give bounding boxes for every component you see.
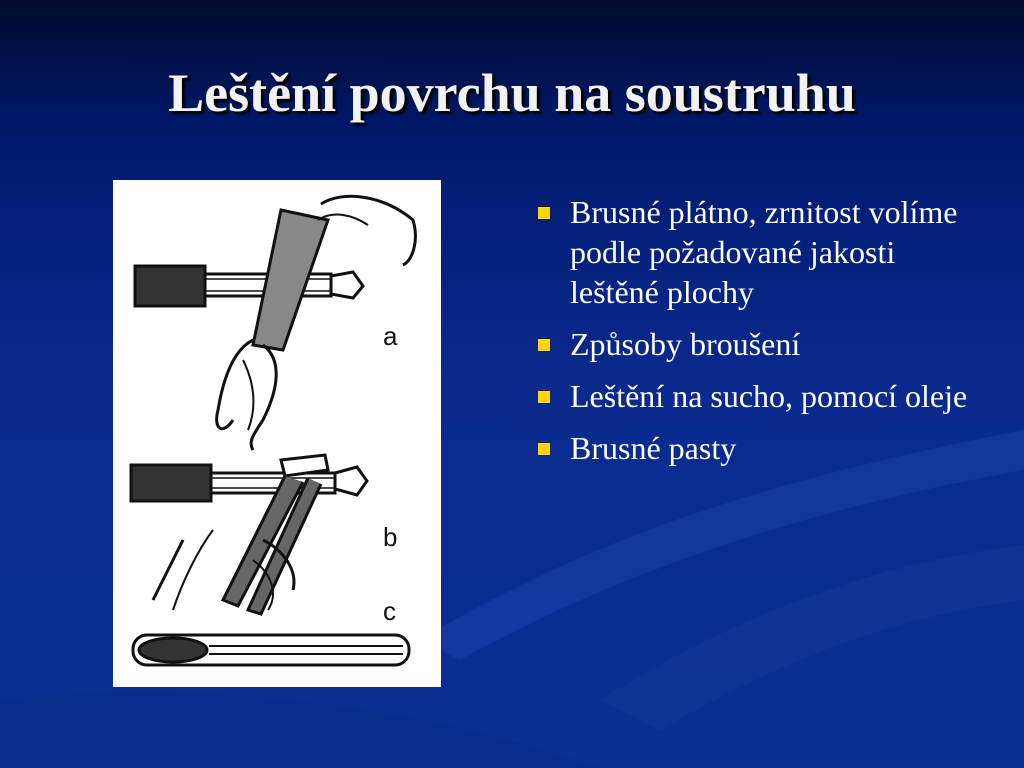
square-bullet-icon	[538, 207, 550, 219]
illustration-drawing	[113, 180, 441, 687]
square-bullet-icon	[538, 391, 550, 403]
bullet-item	[532, 376, 992, 416]
bullet-text: Leštění na sucho, pomocí oleje	[570, 378, 968, 414]
figure-label-b: b	[383, 522, 398, 552]
bullet-text: Brusné pasty	[570, 430, 737, 466]
bullet-text: Brusné plátno, zrnitost volíme podle požadované jakosti leštěné plochy	[570, 194, 958, 310]
panel-c-drawing	[133, 635, 409, 665]
slide-title: Leštění povrchu na soustruhu	[168, 63, 856, 123]
panel-b-drawing	[131, 455, 367, 614]
panel-a-drawing	[135, 196, 415, 450]
square-bullet-icon	[538, 443, 550, 455]
figure-label-c: c	[383, 596, 396, 626]
bullet-text: Způsoby broušení	[570, 326, 801, 362]
lathe-polishing-illustration	[113, 180, 441, 687]
figure-label-a: a	[383, 321, 398, 351]
bullet-item	[532, 192, 992, 312]
bullet-item	[532, 324, 992, 364]
square-bullet-icon	[538, 339, 550, 351]
bullet-list	[532, 192, 992, 480]
bullet-item	[532, 428, 992, 468]
